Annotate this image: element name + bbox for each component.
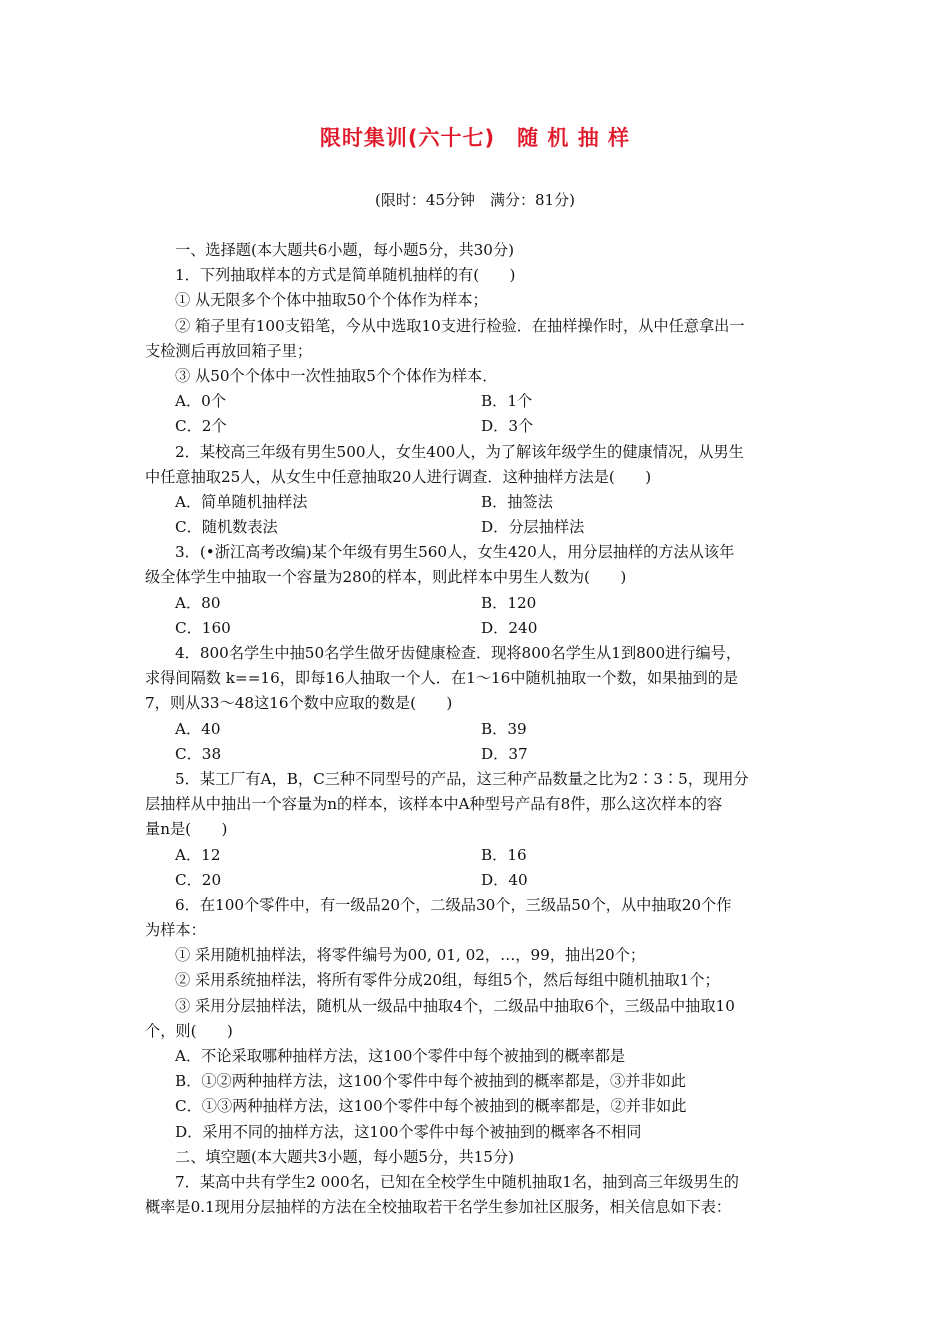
text-line: ③ 采用分层抽样法，随机从一级品中抽取4个，二级品中抽取6个，三级品中抽取10: [175, 996, 735, 1015]
option-right: B．120: [481, 593, 537, 612]
option-right: D．3个: [481, 417, 534, 436]
text-line: 二、填空题(本大题共3小题，每小题5分，共15分): [175, 1147, 515, 1166]
text-line: 7．某高中共有学生2 000名，已知在全校学生中随机抽取1名，抽到高三年级男生的: [175, 1172, 739, 1191]
answer-options-row: [145, 515, 810, 540]
option-left: C．2个: [175, 417, 227, 436]
option-right: B．39: [481, 719, 527, 738]
text-line: A．不论采取哪种抽样方法，这100个零件中每个被抽到的概率都是: [175, 1047, 626, 1065]
text-line: ③ 从50个个体中一次性抽取5个个体作为样本．: [175, 366, 498, 385]
answer-options-row: [145, 616, 810, 641]
page-title: 限时集训(六十七) 随 机 抽 样: [319, 126, 631, 150]
option-left: A．80: [175, 593, 221, 612]
option-right: D．分层抽样法: [481, 518, 585, 537]
text-line: 级全体学生中抽取一个容量为280的样本，则此样本中男生人数为( ): [145, 568, 627, 587]
page-subtitle: (限时：45分钟 满分：81分): [375, 191, 575, 209]
answer-options-row: [145, 414, 810, 439]
text-line: B．①②两种抽样方法，这100个零件中每个被抽到的概率都是，③并非如此: [175, 1072, 686, 1091]
text-line: 支检测后再放回箱子里；: [145, 341, 313, 360]
answer-options-row: [145, 490, 810, 515]
text-line: 层抽样从中抽出一个容量为n的样本，该样本中A种型号产品有8件，那么这次样本的容: [145, 795, 723, 814]
option-left: A．简单随机抽样法: [175, 492, 308, 511]
option-right: D．40: [481, 870, 528, 889]
text-line: 7，则从33～48这16个数中应取的数是( ): [145, 694, 453, 713]
option-left: C．160: [175, 618, 231, 637]
option-right: B．16: [481, 845, 527, 864]
document-body: [145, 238, 810, 1220]
option-left: C．38: [175, 744, 222, 763]
option-left: A．40: [175, 719, 221, 738]
text-line: 中任意抽取25人，从女生中任意抽取20人进行调查．这种抽样方法是( ): [145, 467, 652, 486]
text-line: ② 箱子里有100支铅笔，今从中选取10支进行检验．在抽样操作时，从中任意拿出一: [175, 316, 745, 335]
answer-options-row: [145, 843, 810, 868]
option-left: A．0个: [175, 392, 227, 411]
text-line: 个，则( ): [145, 1021, 233, 1040]
option-right: D．37: [481, 744, 528, 763]
option-right: B．抽签法: [481, 492, 553, 511]
text-line: 一、选择题(本大题共6小题，每小题5分，共30分): [175, 241, 515, 259]
answer-options-row: [145, 717, 810, 742]
answer-options-row: [145, 591, 810, 616]
text-line: ② 采用系统抽样法，将所有零件分成20组，每组5个，然后每组中随机抽取1个；: [175, 971, 720, 990]
option-left: A．12: [175, 845, 221, 864]
text-line: 为样本：: [145, 921, 206, 940]
answer-options-row: [145, 868, 810, 893]
option-right: D．240: [481, 618, 538, 637]
text-line: 5．某工厂有A，B，C三种不同型号的产品，这三种产品数量之比为2∶3∶5，现用分: [175, 769, 749, 788]
text-line: 6．在100个零件中，有一级品20个，二级品30个，三级品50个，从中抽取20个作: [175, 895, 732, 914]
answer-options-row: [145, 389, 810, 414]
option-left: C．随机数表法: [175, 518, 278, 537]
text-line: ① 从无限多个个体中抽取50个个体作为样本；: [175, 291, 488, 310]
text-line: 3．(•浙江高考改编)某个年级有男生560人，女生420人，用分层抽样的方法从该年: [175, 543, 735, 562]
text-line: 概率是0.1现用分层抽样的方法在全校抽取若干名学生参加社区服务，相关信息如下表：: [145, 1198, 732, 1217]
text-line: 2．某校高三年级有男生500人，女生400人，为了解该年级学生的健康情况，从男生: [175, 442, 744, 461]
text-line: 1．下列抽取样本的方式是简单随机抽样的有( ): [175, 266, 516, 285]
text-line: D．采用不同的抽样方法，这100个零件中每个被抽到的概率各不相同: [175, 1122, 642, 1141]
answer-options-row: [145, 742, 810, 767]
text-line: 求得间隔数 k==16，即每16人抽取一个人．在1～16中随机抽取一个数，如果抽到的是: [145, 669, 739, 688]
text-line: 4．800名学生中抽50名学生做牙齿健康检查．现将800名学生从1到800进行编号，: [175, 644, 742, 662]
text-line: 量n是( ): [145, 820, 228, 839]
text-line: C．①③两种抽样方法，这100个零件中每个被抽到的概率都是，②并非如此: [175, 1097, 687, 1116]
option-left: C．20: [175, 870, 222, 889]
option-right: B．1个: [481, 392, 533, 411]
text-line: ① 采用随机抽样法，将零件编号为00, 01, 02，…，99，抽出20个；: [175, 946, 646, 965]
